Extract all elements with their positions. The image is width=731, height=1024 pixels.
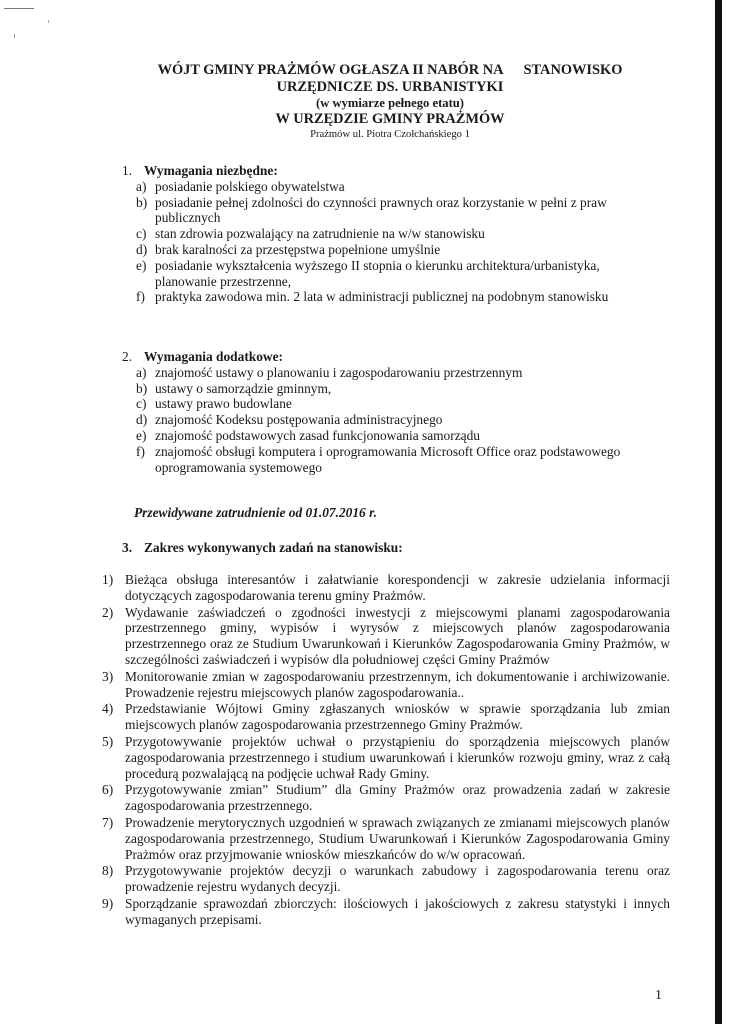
item-text: znajomość Kodeksu postępowania administracyjnego bbox=[155, 412, 443, 428]
section-duties-heading bbox=[122, 540, 403, 556]
title-part: WÓJT GMINY PRAŻMÓW OGŁASZA II NABÓR NA bbox=[157, 62, 504, 78]
item-text: ustawy o samorządzie gminnym, bbox=[155, 380, 332, 396]
list-item bbox=[102, 896, 670, 928]
item-text: posiadanie wykształcenia wyższego II stopnia o kierunku architektura/urbanistyka, planowanie przestrzenne, bbox=[155, 257, 600, 289]
section-number: 3. bbox=[122, 540, 133, 555]
item-label: 4) bbox=[102, 701, 114, 717]
list-item bbox=[102, 701, 670, 733]
section-additional bbox=[122, 349, 647, 475]
item-label: b) bbox=[136, 194, 148, 210]
item-label: d) bbox=[136, 412, 148, 428]
item-label: 3) bbox=[102, 668, 114, 684]
item-text: Przygotowywanie zmian” Studium” dla Gminy Prażmów oraz prowadzenia zadań w zakresie zagospodarowania przestrzennego. bbox=[125, 782, 670, 814]
item-label: f) bbox=[136, 289, 145, 305]
item-text: stan zdrowia pozwalający na zatrudnienie na w/w stanowisku bbox=[155, 226, 485, 242]
title-line-3: (w wymiarze pełnego etatu) bbox=[316, 96, 464, 110]
list-item bbox=[122, 242, 647, 258]
item-label: 5) bbox=[102, 733, 114, 749]
title-line-2: URZĘDNICZE DS. URBANISTYKI bbox=[276, 79, 504, 95]
section-heading bbox=[122, 540, 403, 556]
duties-list bbox=[102, 572, 670, 929]
title-line-1 bbox=[100, 62, 680, 79]
item-label: 1) bbox=[102, 572, 114, 587]
list-item bbox=[122, 428, 647, 444]
list-item bbox=[122, 258, 647, 290]
item-label: d) bbox=[136, 241, 148, 257]
item-text: Monitorowanie zmian w zagospodarowaniu przestrzennym, ich dokumentowanie i archiwizowanie. Prowadzenie rejestru miejscowych planów zagospodarowania.. bbox=[125, 668, 670, 700]
list-item bbox=[122, 396, 647, 412]
list-item bbox=[122, 365, 647, 381]
list-item bbox=[122, 195, 647, 227]
item-label: 2) bbox=[102, 604, 114, 620]
item-text: znajomość podstawowych zasad funkcjonowania samorządu bbox=[155, 427, 480, 443]
item-text: znajomość obsługi komputera i oprogramowania Microsoft Office oraz podstawowego oprogramowania systemowego bbox=[155, 443, 621, 475]
scan-artifact-dot bbox=[14, 34, 15, 38]
section-heading bbox=[122, 349, 647, 365]
section-required bbox=[122, 163, 647, 305]
item-label: c) bbox=[136, 226, 147, 242]
item-label: e) bbox=[136, 257, 147, 273]
document-header bbox=[100, 62, 680, 141]
item-text: Wydawanie zaświadczeń o zgodności inwestycji z miejscowymi planami zagospodarowania przestrzennego gminy, wypisów i wyrysów z miejscowych planów zagospodarowania przestrzennego oraz ze Studium Uwarunkowań i Kierunków Zagospodarowania Gminy Prażmów, w szczególności zaświadczeń i wypisów dla południowej części Gminy Prażmów bbox=[125, 604, 670, 667]
item-text: brak karalności za przestępstwa popełnione umyślnie bbox=[155, 241, 441, 257]
item-label: 7) bbox=[102, 814, 114, 830]
list-item bbox=[122, 444, 647, 476]
list-item bbox=[102, 605, 670, 668]
list-item bbox=[102, 863, 670, 895]
list-item bbox=[102, 782, 670, 814]
item-label: a) bbox=[136, 364, 147, 380]
item-label: c) bbox=[136, 396, 147, 412]
requirement-list bbox=[122, 365, 647, 476]
item-label: 8) bbox=[102, 863, 114, 879]
item-text: praktyka zawodowa min. 2 lata w administracji publicznej na podobnym stanowisku bbox=[155, 289, 609, 305]
title-line-4: W URZĘDZIE GMINY PRAŻMÓW bbox=[275, 111, 505, 127]
scan-artifact-line bbox=[4, 8, 34, 9]
list-item bbox=[122, 289, 647, 305]
item-text: Przedstawianie Wójtowi Gminy zgłaszanych wniosków w sprawie sporządzania lub zmian miejscowych planów zagospodarowania przestrzennego Gminy Prażmów. bbox=[125, 701, 670, 733]
section-title: Wymagania niezbędne: bbox=[144, 163, 278, 178]
item-label: 6) bbox=[102, 782, 114, 798]
scan-edge-bar bbox=[715, 0, 722, 1024]
page-number: 1 bbox=[655, 988, 662, 1003]
item-label: f) bbox=[136, 443, 145, 459]
item-text: Przygotowywanie projektów uchwał o przystąpieniu do sporządzenia miejscowych planów zagospodarowania przestrzennego i studium uwarunkowań i kierunków rozwoju gminy, wraz z całą procedurą pozwalającą na podjęcie uchwał Rady Gminy. bbox=[125, 733, 670, 781]
section-title: Zakres wykonywanych zadań na stanowisku: bbox=[144, 540, 403, 555]
item-text: znajomość ustawy o planowaniu i zagospodarowaniu przestrzennym bbox=[155, 364, 523, 380]
section-title: Wymagania dodatkowe: bbox=[144, 349, 283, 364]
section-number: 1. bbox=[122, 163, 133, 178]
item-text: ustawy prawo budowlane bbox=[155, 396, 292, 412]
item-label: b) bbox=[136, 380, 148, 396]
list-item bbox=[122, 381, 647, 397]
list-item bbox=[102, 572, 670, 604]
item-text: posiadanie polskiego obywatelstwa bbox=[155, 178, 345, 194]
list-item bbox=[122, 179, 647, 195]
list-item bbox=[122, 412, 647, 428]
item-label: a) bbox=[136, 178, 147, 194]
employment-date-note: Przewidywane zatrudnienie od 01.07.2016 r. bbox=[134, 505, 377, 520]
list-item bbox=[102, 669, 670, 701]
list-item bbox=[122, 226, 647, 242]
list-item bbox=[102, 815, 670, 862]
scan-artifact-dot bbox=[48, 20, 49, 23]
requirement-list bbox=[122, 179, 647, 305]
item-text: Bieżąca obsługa interesantów i załatwianie korespondencji w zakresie udzielania informacji dotyczących zagospodarowania terenu gminy Prażmów. bbox=[125, 572, 670, 603]
item-text: Sporządzanie sprawozdań zbiorczych: ilościowych i jakościowych z zakresu statystyki i innych wymaganych przepisami. bbox=[125, 895, 670, 927]
list-item bbox=[102, 734, 670, 781]
item-text: Przygotowywanie projektów decyzji o warunkach zabudowy i zagospodarowania terenu oraz prowadzenie rejestru wydanych decyzji. bbox=[125, 863, 670, 895]
item-label: 9) bbox=[102, 895, 114, 911]
item-label: e) bbox=[136, 427, 147, 443]
item-text: posiadanie pełnej zdolności do czynności prawnych oraz korzystanie w pełni z praw publicznych bbox=[155, 194, 607, 226]
item-text: Prowadzenie merytorycznych uzgodnień w sprawach związanych ze zmianami miejscowych planów zagospodarowania przestrzennego, Studium Uwarunkowań i Kierunków Zagospodarowania Gminy Prażmów oraz przyjmowanie wniosków mieszkańców do w/w opracowań. bbox=[125, 814, 670, 862]
section-number: 2. bbox=[122, 349, 133, 364]
address: Prażmów ul. Piotra Czołchańskiego 1 bbox=[310, 129, 470, 140]
title-part: STANOWISKO bbox=[523, 62, 623, 78]
section-heading bbox=[122, 163, 647, 179]
